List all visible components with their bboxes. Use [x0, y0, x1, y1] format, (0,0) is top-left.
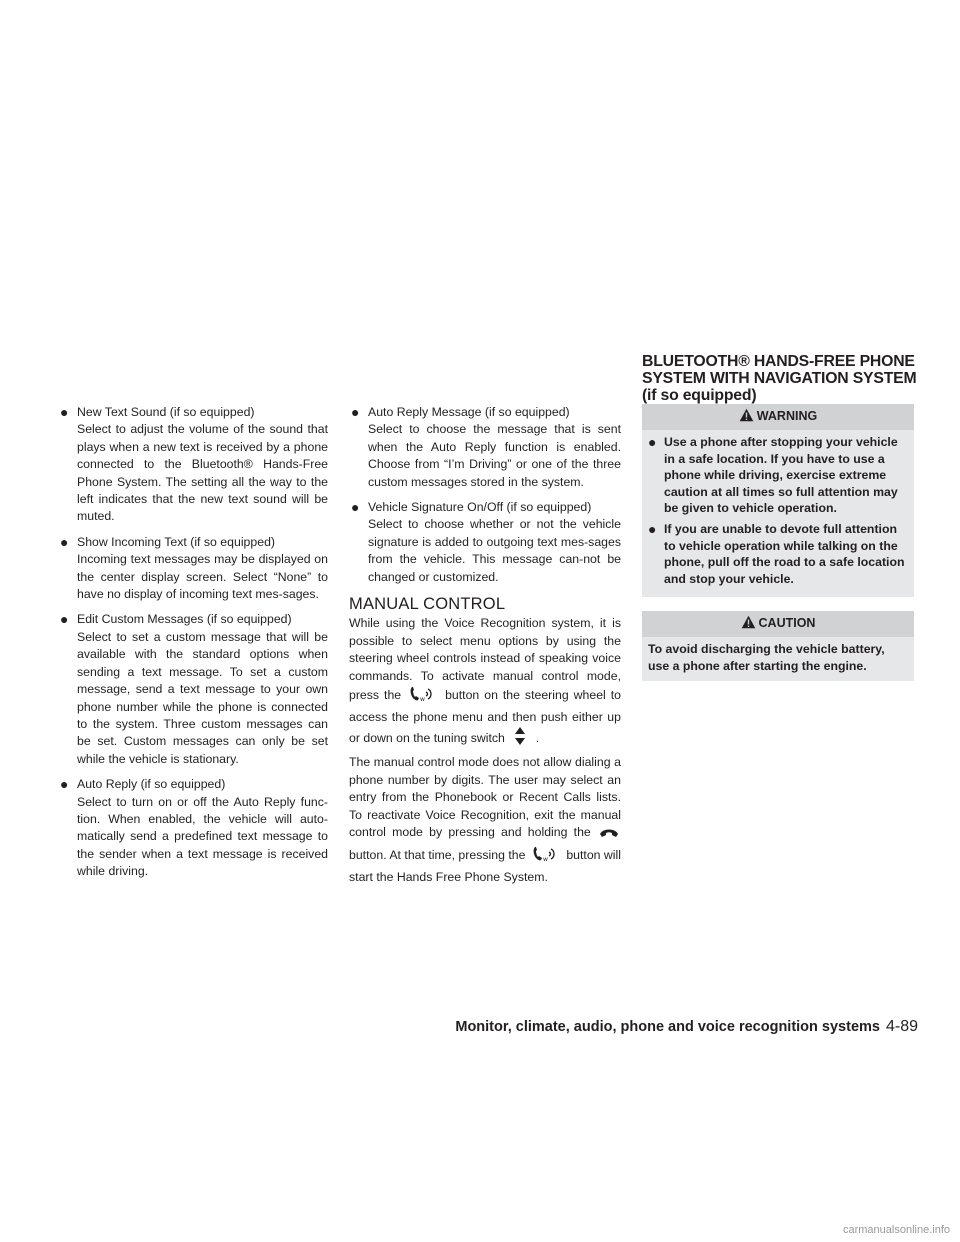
item-heading: Auto Reply (if so equipped) [77, 777, 226, 792]
bullet-icon: ● [648, 520, 657, 537]
list-item [349, 404, 621, 491]
caution-header [642, 611, 914, 637]
column-left [58, 404, 328, 889]
paragraph-text: button. At that time, pressing the [349, 848, 526, 863]
bullet-icon: ● [351, 499, 360, 516]
column-right [642, 404, 914, 695]
list-item [58, 611, 328, 768]
paragraph-text: button will start the Hands Free Phone System. [349, 848, 622, 884]
section-heading [642, 353, 942, 404]
item-heading: New Text Sound (if so equipped) [77, 405, 255, 419]
warning-text: Use a phone after stopping your vehicle in a safe location. If you have to use a phone while driving, exercise extreme caution at all times so full attention may be given to vehicle operation. [664, 435, 898, 516]
item-body: Select to turn on or off the Auto Reply func-tion. When enabled, the vehicle will auto-matically send a predefined text message to the sender when a text message is received while driving. [77, 794, 328, 879]
heading-line: (if so equipped) [642, 387, 757, 404]
caution-label: CAUTION [758, 616, 816, 631]
warning-box [642, 404, 914, 597]
page-footer [455, 1018, 918, 1036]
warning-label: WARNING [756, 409, 818, 423]
paragraph [349, 615, 621, 751]
item-heading: Show Incoming Text (if so equipped) [77, 534, 275, 549]
caution-box [642, 611, 914, 680]
phone-voice-button-icon [408, 685, 438, 708]
paragraph-text: . [535, 730, 540, 745]
warning-triangle-icon [741, 615, 756, 633]
list-item [648, 521, 908, 587]
svg-text:w: w [542, 856, 548, 864]
paragraph-text: The manual control mode does not allow dialing a phone number by digits. The user may select an entry from the Phonebook or Recent Calls lists. To reactivate Voice Recognition, exit the manual control mode by pressing and holding the [349, 755, 621, 839]
bullet-icon: ● [648, 434, 657, 450]
column-middle [349, 404, 621, 889]
phone-hangup-icon [599, 826, 619, 845]
caution-body [642, 637, 914, 680]
list-item [648, 434, 908, 517]
item-body: Select to choose whether or not the vehicle signature is added to outgoing text mes-sages from the vehicle. This message can-not be changed or customized. [368, 517, 621, 584]
bullet-icon: ● [60, 776, 69, 793]
bullet-icon: ● [351, 404, 360, 420]
item-body: Select to adjust the volume of the sound that plays when a new text is received by a phone connected to the Bluetooth® Hands-Free Phone System. The setting all the way to the left indicates that the new text sound will be muted. [77, 422, 328, 524]
chapter-title: Monitor, climate, audio, phone and voice recognition systems [455, 1019, 880, 1035]
list-item [349, 499, 621, 586]
section-title: MANUAL CONTROL [349, 595, 506, 614]
item-heading: Vehicle Signature On/Off (if so equipped) [368, 500, 592, 515]
item-body: Select to choose the message that is sent when the Auto Reply function is enabled. Choose from “I’m Driving” or one of the three custom messages stored in the system. [368, 422, 621, 489]
phone-voice-button-icon [531, 845, 561, 868]
paragraph-text: While using the Voice Recognition system, it is possible to select menu options by using the steering wheel controls instead of speaking voice commands. To activate manual control mode, press the [349, 616, 621, 703]
list-item [58, 534, 328, 604]
item-heading: Edit Custom Messages (if so equipped) [77, 612, 292, 627]
bullet-icon: ● [60, 533, 69, 550]
warning-text: If you are unable to devote full attention to vehicle operation while talking on the phone, pull off the road to a safe location and stop your vehicle. [664, 521, 905, 586]
heading-line: SYSTEM WITH NAVIGATION SYSTEM [642, 370, 917, 387]
paragraph [349, 754, 621, 886]
watermark: carmanualsonline.info [842, 1224, 950, 1236]
paragraph-text: button on the steering wheel to access the phone menu and then push either up or down on the tuning switch [349, 688, 621, 745]
caution-text: To avoid discharging the vehicle battery, use a phone after starting the engine. [648, 642, 885, 673]
list-item [58, 404, 328, 526]
bullet-icon: ● [60, 611, 69, 628]
item-body: Select to set a custom message that will be available with the standard options when sending a text message. To set a custom message, send a text message to your own phone number while the phone is connected to the system. Three custom messages can be set. Custom messages can only be set while the vehicle is stationary. [77, 629, 328, 766]
bullet-icon: ● [60, 404, 69, 420]
list-item [58, 776, 328, 880]
page-number: 4-89 [885, 1018, 918, 1035]
heading-line: BLUETOOTH® HANDS-FREE PHONE [642, 353, 915, 370]
warning-header [642, 404, 914, 430]
warning-body [642, 430, 914, 597]
item-body: Incoming text messages may be displayed on the center display screen. Select “None” to have no display of incoming text mes-sages. [77, 552, 328, 602]
warning-triangle-icon [739, 408, 754, 426]
tuning-switch-icon [510, 726, 530, 751]
item-heading: Auto Reply Message (if so equipped) [368, 405, 570, 419]
svg-text:w: w [420, 696, 426, 704]
